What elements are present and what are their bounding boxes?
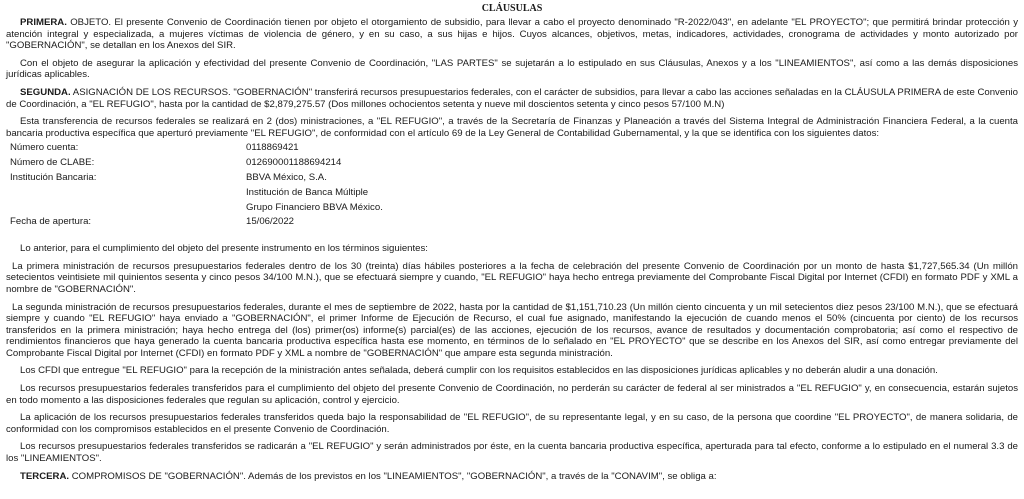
bank-label: Institución Bancaria: (10, 171, 97, 183)
table-row (8, 157, 383, 172)
clause-label-primera: PRIMERA. (20, 17, 67, 28)
clause-segunda (6, 87, 1018, 110)
paragraph: Con el objeto de asegurar la aplicación y efectividad del presente Convenio de Coordinación, "LAS PARTES" se sujetarán a lo estipulado en sus Cláusulas, Anexos y a los "LINEAMIENTOS", así como a las demás disposiciones jurídicas aplicables. (6, 57, 1018, 81)
clause-segunda-text: ASIGNACIÓN DE LOS RECURSOS. "GOBERNACIÓN" transferirá recursos presupuestarios federales, con el carácter de subsidios, para llevar a cabo las acciones señaladas en la CLÁUSULA PRIMERA de este Convenio de Coordinación, a "EL REFUGIO", hasta por la cantidad de $2,879,275.57 (Dos millones ochocientos setenta y nueve mil doscientos setenta y cinco pesos 57/100 M.N) (6, 86, 1018, 110)
table-row (8, 202, 383, 217)
bank-value-3: Grupo Financiero BBVA México. (246, 201, 383, 213)
table-row (8, 216, 383, 231)
table-row (8, 172, 383, 187)
section-heading: CLÁUSULAS (481, 3, 543, 14)
paragraph: Lo anterior, para el cumplimiento del objeto del presente instrumento en los términos siguientes: (20, 243, 428, 255)
clabe-value: 012690001188694214 (246, 157, 342, 169)
table-row (8, 142, 383, 157)
opening-date-label: Fecha de apertura: (10, 216, 92, 228)
account-number-label: Número cuenta: (10, 142, 79, 154)
account-number-value: 0118869421 (246, 142, 299, 154)
clause-label-tercera: TERCERA. (20, 470, 70, 482)
table-row (8, 187, 383, 202)
clause-primera-text: OBJETO. El presente Convenio de Coordinación tienen por objeto el otorgamiento de subsidio, para llevar a cabo el proyecto denominado "R-2022/043", en adelante "EL PROYECTO"; que permitirá brindar protección y atención integral y especializada, a mujeres víctimas de violencia de género, y en su caso, a sus hijas e hijos. Cuyos alcances, objetivos, metas, indicadores, actividades, cronograma de actividades y monto autorizado por "GOBERNACIÓN", se detallan en los Anexos del SIR. (6, 17, 1018, 52)
clause-label-segunda: SEGUNDA. (20, 86, 71, 98)
bank-value-1: BBVA México, S.A. (246, 171, 327, 183)
paragraph: Los CFDI que entregue "EL REFUGIO" para la recepción de la ministración antes señalada, deberá cumplir con los requisitos establecidos en las disposiciones jurídicas aplicables y no deberán aludir a una donación. (20, 365, 938, 377)
bank-account-table (8, 142, 383, 231)
paragraph: Los recursos presupuestarios federales transferidos se radicarán a "EL REFUGIO" y serán administrados por éste, en la cuenta bancaria productiva específica, aperturada para tal efecto, conforme a lo estipulado en el numeral 3.3 de los "LINEAMIENTOS". (6, 441, 1018, 465)
clause-tercera-text: COMPROMISOS DE "GOBERNACIÓN". Además de los previstos en los "LINEAMIENTOS", "GOBERNACIÓN", a través de la "CONAVIM", se obliga a: (71, 470, 717, 482)
paragraph: La primera ministración de recursos presupuestarios federales dentro de los 30 (treinta) días hábiles posteriores a la fecha de celebración del presente Convenio de Coordinación por un monto de hasta $1,727,565.34 (Un millón setecientos veintisiete mil quinientos sesenta y cinco pesos 34/100 M.N.), que se efectuará siempre y cuando, "EL REFUGIO" haya hecho entrega previamente del Comprobante Fiscal Digital por Internet (CFDI) en formato PDF y XML a nombre de "GOBERNACIÓN". (6, 260, 1018, 295)
paragraph: Los recursos presupuestarios federales transferidos para el cumplimiento del objeto del presente Convenio de Coordinación, no perderán su carácter de federal al ser ministrados a "EL REFUGIO" y, en consecuencia, estarán sujetos en todo momento a las disposiciones federales que regulan su aplicación, control y ejercicio. (6, 383, 1018, 406)
clause-primera (6, 17, 1018, 52)
clabe-label: Número de CLABE: (10, 157, 95, 169)
opening-date-value: 15/06/2022 (246, 216, 295, 228)
paragraph: Esta transferencia de recursos federales se realizará en 2 (dos) ministraciones, a "EL REFUGIO", a través de la Secretaría de Finanzas y Planeación a través del Sistema Integral de Administración Financiera Federal, a la cuenta bancaria productiva específica que aperturó previamente "EL REFUGIO", de conformidad con el artículo 69 de la Ley General de Contabilidad Gubernamental, y la que se identifica con los siguientes datos: (6, 116, 1018, 139)
paragraph: La aplicación de los recursos presupuestarios federales transferidos queda bajo la responsabilidad de "EL REFUGIO", de su representante legal, y en su caso, de la persona que coordine "EL PROYECTO", de manera solidaria, de conformidad con los compromisos establecidos en el presente Convenio de Coordinación. (6, 412, 1018, 435)
paragraph: La segunda ministración de recursos presupuestarios federales, durante el mes de septiembre de 2022, hasta por la cantidad de $1,151,710.23 (Un millón ciento cincuenta y un mil setecientos diez pesos 23/100 M.N.), que se efectuará siempre y cuando "EL REFUGIO" haya enviado a "GOBERNACIÓN", el primer Informe de Ejecución de Recurso, el cual fue asignado, manifestando la ejecución de cuando menos el 50% (cincuenta por ciento) de los recursos transferidos en la primera ministración; haya hecho entrega del (los) primer(os) informe(s) parcial(es) de las acciones, ejecución de los recursos, avance de resultados y documentación comprobatoria; así como el respectivo de rendimientos financieros que haya generado la cuenta bancaria productiva específica hasta ese momento, en términos de lo señalado en "EL PROYECTO" que se describe en los Anexos del SIR, así como entregar previamente del Comprobante Fiscal Digital por Internet (CFDI) en formato PDF y XML a nombre de "GOBERNACIÓN" que ampare esta segunda ministración. (6, 301, 1018, 359)
clause-tercera (6, 471, 1018, 483)
bank-value-2: Institución de Banca Múltiple (246, 186, 369, 198)
